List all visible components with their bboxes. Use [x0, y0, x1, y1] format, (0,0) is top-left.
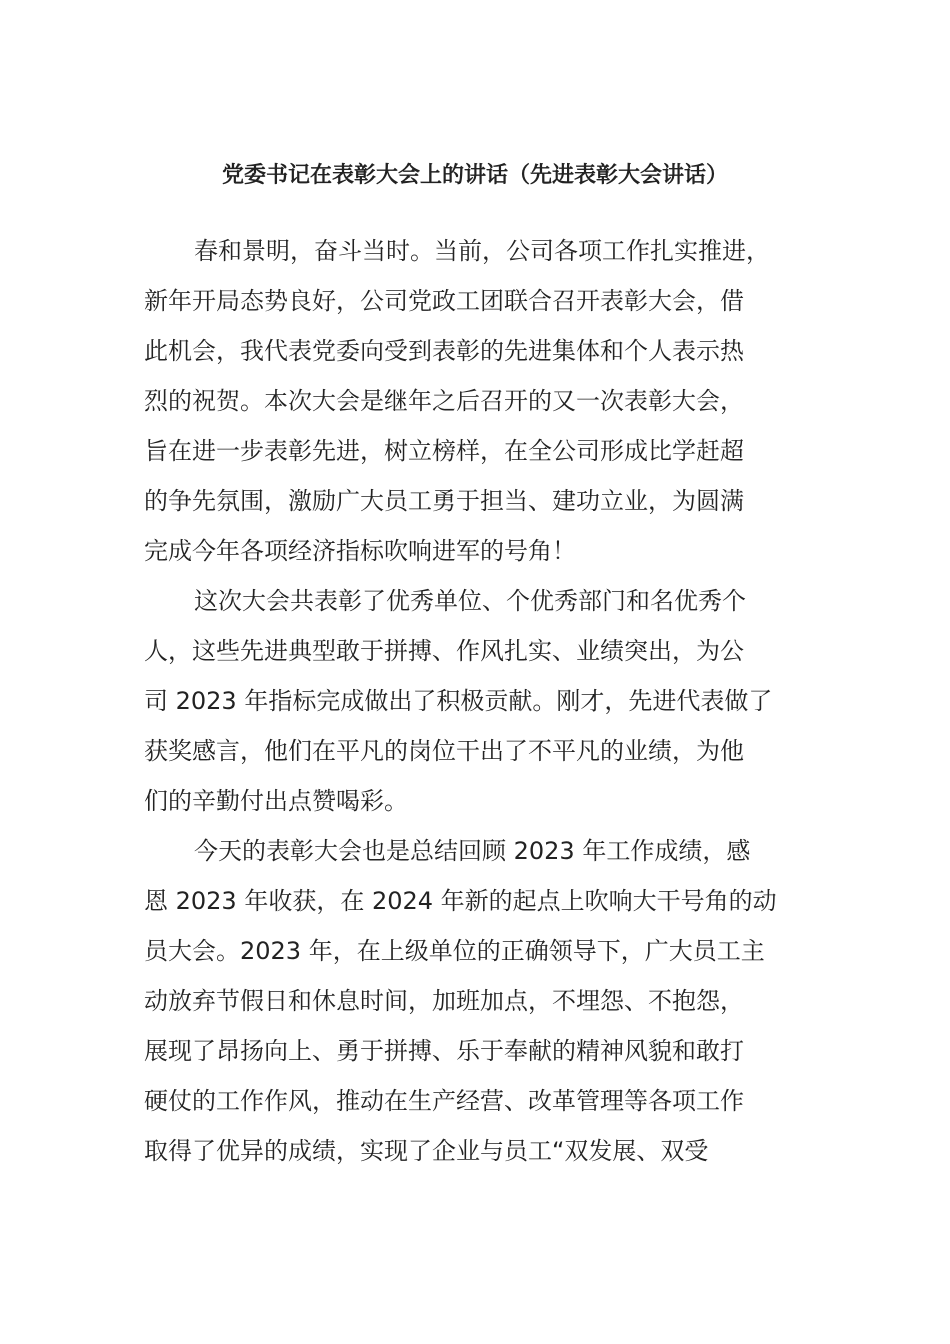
paragraph-line: 烈的祝贺。本次大会是继年之后召开的又一次表彰大会，	[144, 387, 744, 415]
paragraph-line: 们的辛勤付出点赞喝彩。	[144, 787, 408, 815]
paragraph-line: 动放弃节假日和休息时间，加班加点，不埋怨、不抱怨，	[144, 987, 744, 1015]
paragraph-line: 旨在进一步表彰先进，树立榜样，在全公司形成比学赶超	[144, 437, 744, 465]
paragraph-line: 司 2023 年指标完成做出了积极贡献。刚才，先进代表做了	[144, 687, 773, 715]
paragraph-line: 硬仗的工作作风，推动在生产经营、改革管理等各项工作	[144, 1087, 744, 1115]
paragraph-2	[144, 576, 810, 826]
paragraph-line: 这次大会共表彰了优秀单位、个优秀部门和名优秀个	[194, 587, 746, 615]
paragraph-1	[144, 226, 810, 576]
paragraph-line: 今天的表彰大会也是总结回顾 2023 年工作成绩，感	[194, 837, 751, 865]
paragraph-line: 此机会，我代表党委向受到表彰的先进集体和个人表示热	[144, 337, 744, 365]
paragraph-line: 人，这些先进典型敢于拼搏、作风扎实、业绩突出，为公	[144, 637, 744, 665]
paragraph-line: 春和景明，奋斗当时。当前，公司各项工作扎实推进，	[194, 237, 770, 265]
paragraph-line: 展现了昂扬向上、勇于拼搏、乐于奉献的精神风貌和敢打	[144, 1037, 744, 1065]
document-body	[144, 226, 810, 1176]
paragraph-line: 的争先氛围，激励广大员工勇于担当、建功立业，为圆满	[144, 487, 744, 515]
paragraph-line: 员大会。2023 年，在上级单位的正确领导下，广大员工主	[144, 937, 765, 965]
paragraph-3	[144, 826, 810, 1176]
paragraph-line: 获奖感言，他们在平凡的岗位干出了不平凡的业绩，为他	[144, 737, 744, 765]
document-title: 党委书记在表彰大会上的讲话（先进表彰大会讲话）	[221, 163, 728, 188]
paragraph-line: 恩 2023 年收获，在 2024 年新的起点上吹响大干号角的动	[144, 887, 777, 915]
paragraph-line: 完成今年各项经济指标吹响进军的号角！	[144, 537, 576, 565]
paragraph-line: 新年开局态势良好，公司党政工团联合召开表彰大会，借	[144, 287, 744, 315]
paragraph-line: 取得了优异的成绩，实现了企业与员工“双发展、双受	[144, 1137, 709, 1165]
